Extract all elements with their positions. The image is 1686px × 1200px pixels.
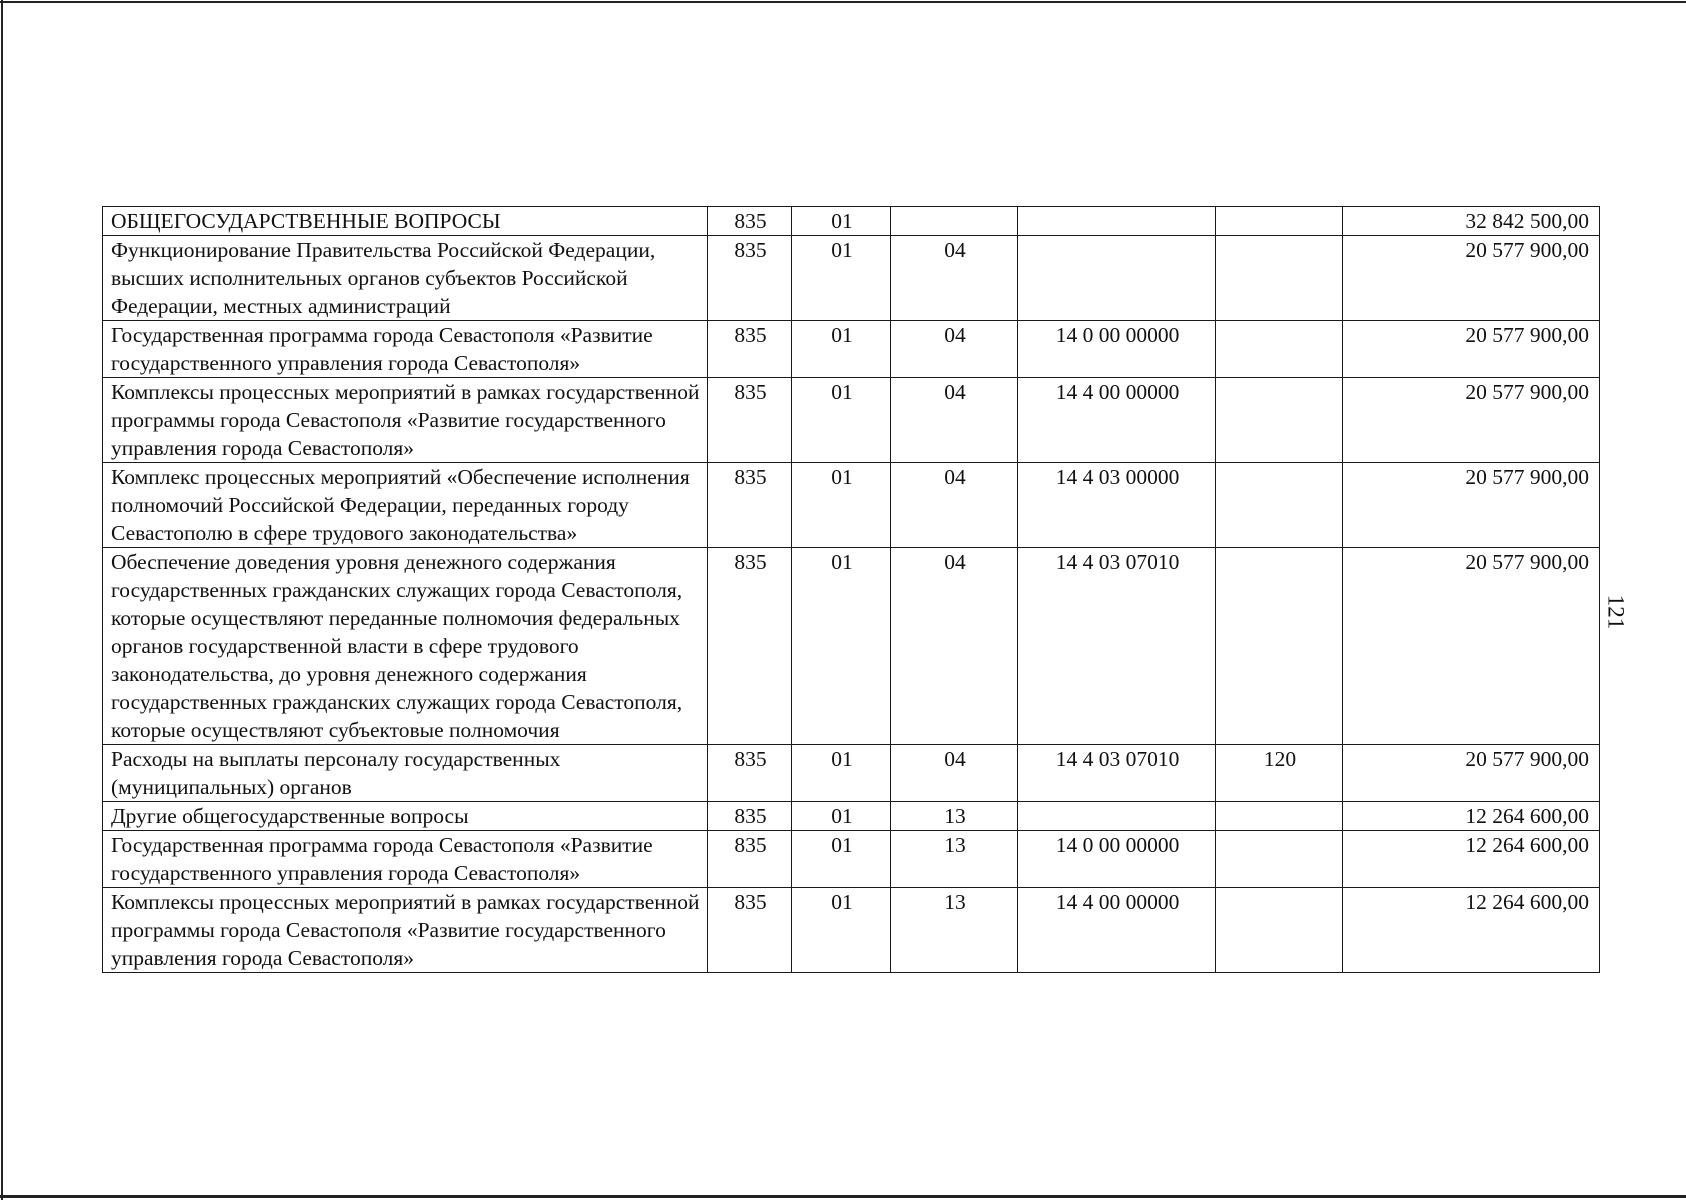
cell-expense-type <box>1216 802 1343 831</box>
cell-name: Государственная программа города Севастополя «Развитие государственного управления города Севастополя» <box>103 831 708 888</box>
cell-section: 01 <box>792 888 891 973</box>
cell-target-article: 14 0 00 00000 <box>1018 831 1216 888</box>
cell-section: 01 <box>792 802 891 831</box>
table-row <box>103 745 1600 802</box>
cell-dept-code: 835 <box>708 236 792 321</box>
cell-name: Функционирование Правительства Российской Федерации, высших исполнительных органов субъектов Российской Федерации, местных администраций <box>103 236 708 321</box>
cell-subsection: 04 <box>891 236 1018 321</box>
cell-subsection: 04 <box>891 321 1018 378</box>
table-row <box>103 888 1600 973</box>
table-row <box>103 236 1600 321</box>
cell-name: Комплексы процессных мероприятий в рамках государственной программы города Севастополя «Развитие государственного управления города Севастополя» <box>103 378 708 463</box>
cell-target-article <box>1018 802 1216 831</box>
cell-expense-type <box>1216 463 1343 548</box>
cell-section: 01 <box>792 207 891 236</box>
cell-subsection: 04 <box>891 463 1018 548</box>
cell-target-article: 14 4 03 00000 <box>1018 463 1216 548</box>
cell-dept-code: 835 <box>708 207 792 236</box>
cell-expense-type <box>1216 321 1343 378</box>
cell-section: 01 <box>792 548 891 745</box>
cell-subsection: 04 <box>891 378 1018 463</box>
cell-target-article: 14 0 00 00000 <box>1018 321 1216 378</box>
scan-border-bottom <box>0 1195 1686 1198</box>
cell-subsection: 04 <box>891 548 1018 745</box>
table-body <box>103 207 1600 973</box>
cell-section: 01 <box>792 831 891 888</box>
cell-subsection: 04 <box>891 745 1018 802</box>
cell-target-article: 14 4 03 07010 <box>1018 548 1216 745</box>
cell-section: 01 <box>792 463 891 548</box>
cell-amount: 20 577 900,00 <box>1343 321 1600 378</box>
scan-border-top <box>0 1 1686 3</box>
cell-section: 01 <box>792 745 891 802</box>
cell-amount: 20 577 900,00 <box>1343 548 1600 745</box>
cell-name: Другие общегосударственные вопросы <box>103 802 708 831</box>
table-row <box>103 321 1600 378</box>
cell-target-article: 14 4 00 00000 <box>1018 888 1216 973</box>
cell-target-article: 14 4 03 07010 <box>1018 745 1216 802</box>
table-row <box>103 831 1600 888</box>
cell-dept-code: 835 <box>708 548 792 745</box>
table-row <box>103 463 1600 548</box>
cell-dept-code: 835 <box>708 888 792 973</box>
cell-dept-code: 835 <box>708 745 792 802</box>
cell-name: Комплексы процессных мероприятий в рамках государственной программы города Севастополя «Развитие государственного управления города Севастополя» <box>103 888 708 973</box>
cell-amount: 12 264 600,00 <box>1343 831 1600 888</box>
cell-subsection: 13 <box>891 831 1018 888</box>
cell-section: 01 <box>792 236 891 321</box>
cell-expense-type <box>1216 888 1343 973</box>
cell-target-article <box>1018 207 1216 236</box>
cell-amount: 12 264 600,00 <box>1343 888 1600 973</box>
cell-expense-type: 120 <box>1216 745 1343 802</box>
cell-name: Государственная программа города Севастополя «Развитие государственного управления города Севастополя» <box>103 321 708 378</box>
cell-subsection: 13 <box>891 802 1018 831</box>
cell-amount: 20 577 900,00 <box>1343 378 1600 463</box>
cell-dept-code: 835 <box>708 802 792 831</box>
cell-amount: 20 577 900,00 <box>1343 745 1600 802</box>
cell-subsection <box>891 207 1018 236</box>
cell-target-article <box>1018 236 1216 321</box>
cell-expense-type <box>1216 236 1343 321</box>
table-row <box>103 207 1600 236</box>
cell-expense-type <box>1216 831 1343 888</box>
table-row <box>103 378 1600 463</box>
cell-amount: 12 264 600,00 <box>1343 802 1600 831</box>
cell-dept-code: 835 <box>708 378 792 463</box>
cell-amount: 32 842 500,00 <box>1343 207 1600 236</box>
cell-dept-code: 835 <box>708 321 792 378</box>
budget-table <box>102 206 1600 973</box>
cell-name: Комплекс процессных мероприятий «Обеспечение исполнения полномочий Российской Федерации, переданных городу Севастополю в сфере трудового законодательства» <box>103 463 708 548</box>
cell-section: 01 <box>792 321 891 378</box>
cell-amount: 20 577 900,00 <box>1343 236 1600 321</box>
page-number: 121 <box>1603 594 1629 630</box>
cell-amount: 20 577 900,00 <box>1343 463 1600 548</box>
cell-target-article: 14 4 00 00000 <box>1018 378 1216 463</box>
table-row <box>103 802 1600 831</box>
cell-expense-type <box>1216 548 1343 745</box>
cell-section: 01 <box>792 378 891 463</box>
cell-expense-type <box>1216 378 1343 463</box>
cell-name: Расходы на выплаты персоналу государственных (муниципальных) органов <box>103 745 708 802</box>
cell-name: Обеспечение доведения уровня денежного содержания государственных гражданских служащих города Севастополя, которые осуществляют переданные полномочия федеральных органов государственной власти в сфере трудового законодательства, до уровня денежного содержания государственных гражданских служащих города Севастополя, которые осуществляют субъектовые полномочия <box>103 548 708 745</box>
cell-expense-type <box>1216 207 1343 236</box>
cell-dept-code: 835 <box>708 463 792 548</box>
scan-border-left <box>1 0 3 1200</box>
cell-name: ОБЩЕГОСУДАРСТВЕННЫЕ ВОПРОСЫ <box>103 207 708 236</box>
cell-dept-code: 835 <box>708 831 792 888</box>
cell-subsection: 13 <box>891 888 1018 973</box>
table-row <box>103 548 1600 745</box>
